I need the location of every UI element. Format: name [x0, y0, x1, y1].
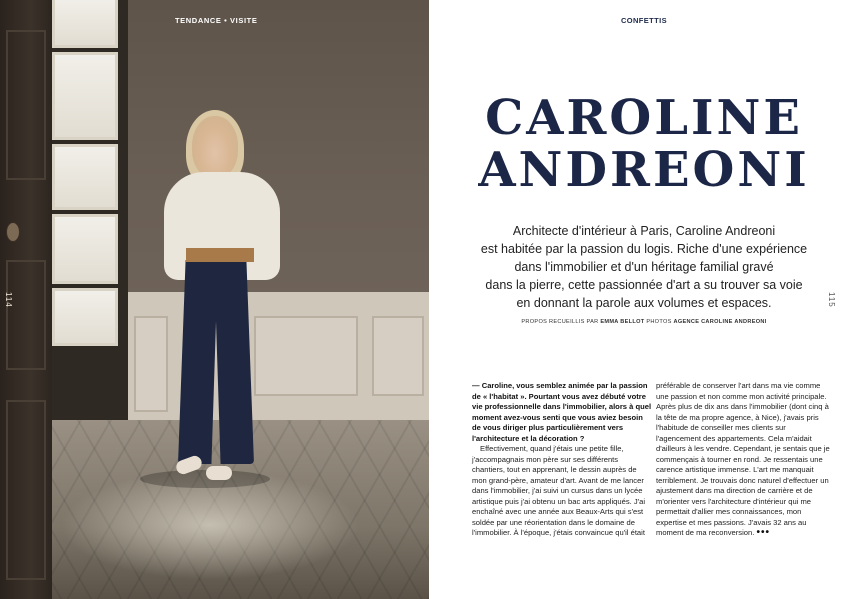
portrait-photo — [0, 0, 429, 599]
wall-paneling — [128, 292, 429, 424]
credits-photographer: AGENCE CAROLINE ANDREONI — [673, 319, 767, 325]
door-panel — [6, 400, 46, 580]
window-pane — [52, 214, 118, 284]
window-pane — [52, 144, 118, 210]
intro-line: en donnant la parole aux volumes et espaces. — [516, 296, 772, 310]
title-line-2: ANDREONI — [478, 142, 810, 198]
article-credits — [429, 319, 859, 325]
page-number-right: 115 — [827, 292, 836, 308]
article-page — [429, 0, 859, 599]
page-number-left: 114 — [4, 292, 13, 308]
article-column-2 — [656, 381, 832, 539]
article-intro — [469, 222, 819, 312]
door-knob — [6, 222, 20, 242]
continued-marker: ••• — [756, 527, 770, 538]
title-line-1: CAROLINE — [485, 90, 803, 146]
figure-belt — [186, 248, 254, 262]
interview-answer-continued: préférable de conserver l'art dans ma vie comme une passion et non comme mon activité principale. Après plus de dix ans dans l'immobilier (dont cinq à la tête de ma propre agence, à Nice), j'avais pris l'habitude de conseiller mes clients sur l'agencement des appartements. Cela m'aidait d'ailleurs à les vendre. Cependant, je sentais que je commençais à tourner en rond. Je ressentais une carence artistique immense. L'art me manquait terriblement. Je trouvais donc naturel d'effectuer un ajustement dans ma direction de carrière et de m'orienter vers l'architecture d'intérieur qui me permettait d'allier mes connaissances, mon expertise et mes passions. J'avais 32 ans au moment de ma reconversion. — [656, 381, 830, 537]
credits-interviewer: EMMA BELLOT — [600, 319, 645, 325]
intro-line: est habitée par la passion du logis. Riche d'une expérience — [480, 242, 808, 256]
door-panel — [6, 30, 46, 180]
section-header: TENDANCE • VISITE — [175, 16, 258, 25]
credits-interview-label: PROPOS RECUEILLIS PAR — [521, 319, 599, 325]
article-title — [429, 92, 859, 196]
intro-line: dans l'immobilier et d'un héritage familial gravé — [514, 260, 774, 274]
intro-line: dans la pierre, cette passionnée d'art a su trouver sa voie — [485, 278, 803, 292]
credits-photos-label: PHOTOS — [646, 319, 672, 325]
window-pane — [52, 52, 118, 140]
window-pane — [52, 0, 118, 48]
figure-shoe-right — [206, 466, 232, 480]
window-pane — [52, 288, 118, 346]
interview-answer: Effectivement, quand j'étais une petite fille, j'accompagnais mon père sur ses différents chantiers, tout en apprenant, le dessin auprès de mon grand-père, amateur d'art. Avant de me lancer dans l'immobilier, j'ai suivi un cursus dans un lycée artistique puis j'ai obtenu un bac arts appliqués. J'ai enchaîné avec une année aux Beaux-Arts qui s'est soldée par une réorientation dans le domaine de l'immobilier. À l'époque, j'étais convaincue qu'il était — [472, 444, 646, 537]
article-column-1 — [472, 381, 652, 539]
wall-panel — [254, 316, 358, 396]
intro-line: Architecte d'intérieur à Paris, Caroline Andreoni — [512, 224, 776, 238]
interview-question: — Caroline, vous semblez animée par la passion de « l'habitat ». Pourtant vous avez débuté votre vie professionnelle dans l'immobilier, alors à quel moment avez-vous senti que vous aviez besoin de vous diriger plus particulièrement vers l'architecture et la décoration ? — [472, 381, 652, 443]
door-panel — [6, 260, 46, 370]
magazine-brand: CONFETTIS — [620, 16, 668, 25]
window — [48, 0, 128, 420]
figure-face — [192, 116, 238, 178]
wall-panel — [372, 316, 424, 396]
wall-panel — [134, 316, 168, 412]
figure-shadow — [140, 470, 270, 488]
